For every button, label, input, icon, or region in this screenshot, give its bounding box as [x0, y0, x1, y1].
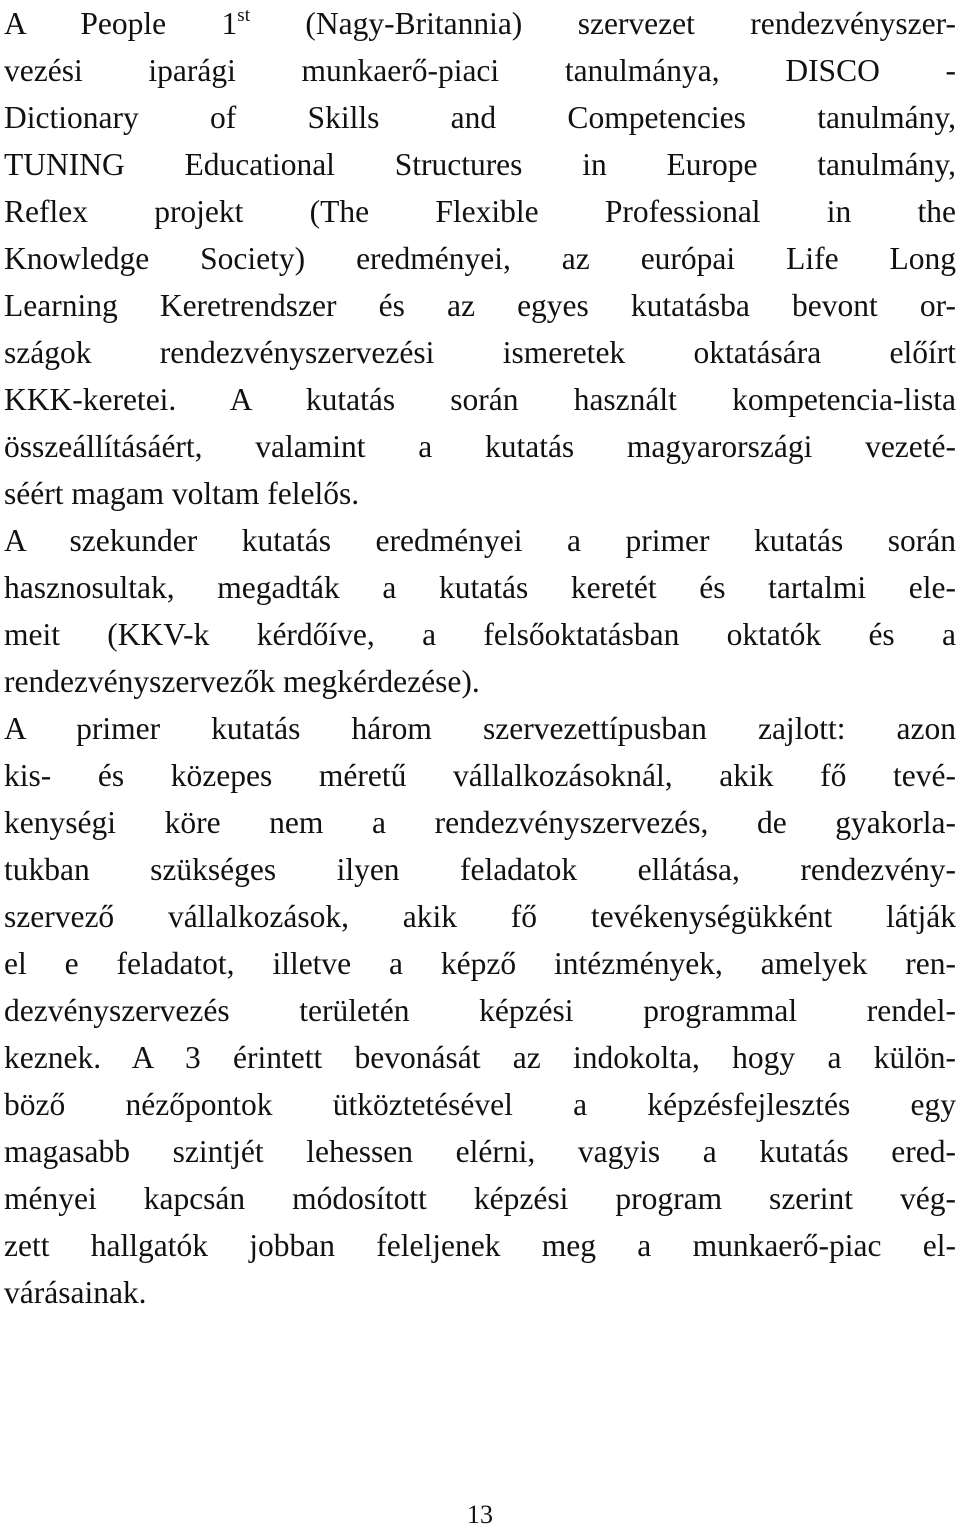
text-line: kis- és közepes méretű vállalkozásoknál, akik fő tevé- — [4, 758, 956, 793]
text-line: Knowledge Society) eredményei, az európai Life Long — [4, 241, 956, 276]
text-line: zett hallgatók jobban feleljenek meg a munkaerő-piac el- — [4, 1228, 956, 1263]
text-line: ményei kapcsán módosított képzési program szerint vég- — [4, 1181, 956, 1216]
text-line: böző nézőpontok ütköztetésével a képzésfejlesztés egy — [4, 1087, 956, 1122]
superscript: st — [237, 5, 250, 26]
text-line: szágok rendezvényszervezési ismeretek oktatására előírt — [4, 335, 956, 370]
text-line: el e feladatot, illetve a képző intézmények, amelyek ren- — [4, 946, 956, 981]
text-line: Learning Keretrendszer és az egyes kutatásba bevont or- — [4, 288, 956, 323]
text-fragment: (Nagy-Britannia) szervezet rendezvényszer- — [249, 6, 956, 41]
text-line: hasznosultak, megadták a kutatás keretét és tartalmi ele- — [4, 570, 956, 605]
text-line: szervező vállalkozások, akik fő tevékenységükként látják — [4, 899, 956, 934]
text-line: A primer kutatás három szervezettípusban zajlott: azon — [4, 711, 956, 746]
text-line: TUNING Educational Structures in Europe tanulmány, — [4, 147, 956, 182]
text-line: keznek. A 3 érintett bevonását az indokolta, hogy a külön- — [4, 1040, 956, 1075]
text-line: magasabb szintjét lehessen elérni, vagyis a kutatás ered- — [4, 1134, 956, 1169]
text-line: vezési iparági munkaerő-piaci tanulmánya, DISCO - — [4, 53, 956, 88]
text-line: dezvényszervezés területén képzési programmal rendel- — [4, 993, 956, 1028]
paragraph-3 — [4, 705, 956, 1316]
text-line: rendezvényszervezők megkérdezése). — [4, 664, 480, 699]
text-line: A szekunder kutatás eredményei a primer kutatás során — [4, 523, 956, 558]
text-line: tukban szükséges ilyen feladatok ellátása, rendezvény- — [4, 852, 956, 887]
text-line: várásainak. — [4, 1275, 147, 1310]
text-line: összeállításáért, valamint a kutatás magyarországi vezeté- — [4, 429, 956, 464]
paragraph-2 — [4, 517, 956, 705]
text-line: séért magam voltam felelős. — [4, 476, 360, 511]
page-number: 13 — [467, 1500, 493, 1529]
paragraph-1 — [4, 0, 956, 517]
text-line: kenységi köre nem a rendezvényszervezés, de gyakorla- — [4, 805, 956, 840]
text-line: Reflex projekt (The Flexible Professional in the — [4, 194, 956, 229]
text-line — [4, 0, 956, 47]
text-line: meit (KKV-k kérdőíve, a felsőoktatásban oktatók és a — [4, 617, 956, 652]
text-fragment: A People 1 — [4, 6, 238, 41]
text-line: Dictionary of Skills and Competencies tanulmány, — [4, 100, 956, 135]
text-line: KKK-keretei. A kutatás során használt kompetencia-lista — [4, 382, 956, 417]
